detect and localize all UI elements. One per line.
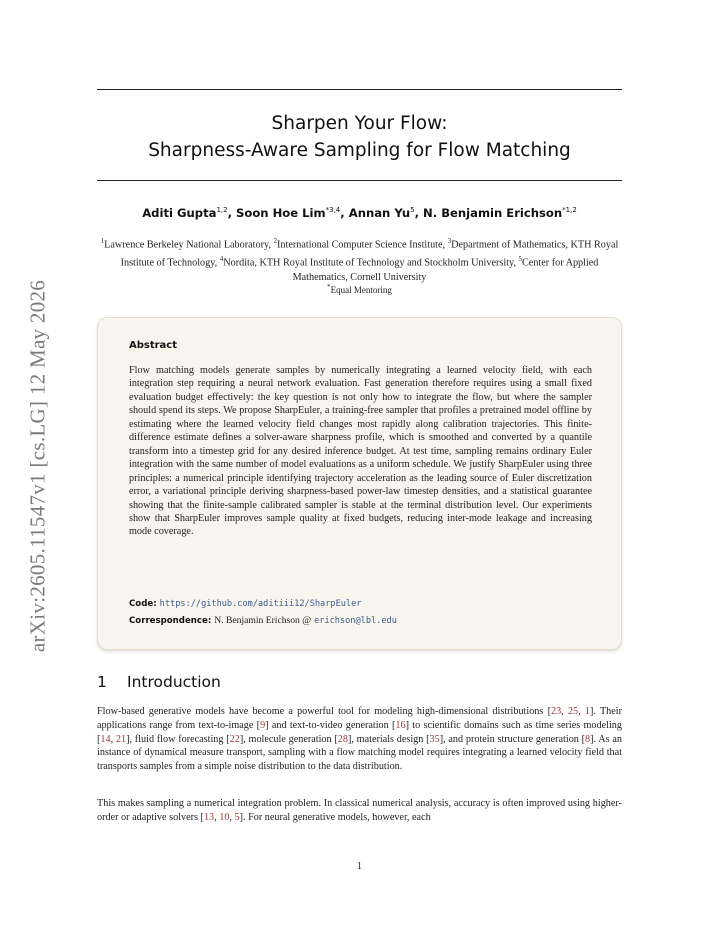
body-text: Flow-based generative models have become a powerful tool for modeling high-dimensional distributions [ [97,706,551,717]
affiliation: Center for Applied Mathematics, Cornell University [292,257,599,283]
body-text: ]. As an instance of dynamical measure transport, sampling with a flow matching model requires integrating a learned velocity field that transports samples from a simple noise distribution to the data distribution. [97,733,622,773]
affil-mark: 2 [273,237,278,245]
author-affil-mark: *3,4 [325,206,341,215]
affiliations [97,234,622,285]
equal-mark: * [327,283,331,291]
affiliation: Lawrence Berkeley National Laboratory, [104,239,274,251]
abstract-box [97,317,622,650]
paragraph-1 [97,705,622,774]
correspondence-line [129,615,397,626]
citation-link[interactable]: 5 [234,811,240,823]
paper-title [97,110,622,164]
body-text: ], and protein structure generation [ [439,733,586,745]
body-text: , [578,706,585,717]
code-link[interactable]: https://github.com/aditiii12/SharpEuler [159,599,362,609]
body-text: ], materials design [ [347,733,430,745]
email-link[interactable]: erichson@lbl.edu [314,616,397,626]
affiliation: Nordita, KTH Royal Institute of Technology and Stockholm University, [223,257,519,269]
author: N. Benjamin Erichson [423,206,563,220]
body-text: ] and text-to-video generation [ [265,719,396,731]
citation-link[interactable]: 28 [337,733,348,745]
abstract-text: Flow matching models generate samples by numerically integrating a learned velocity field, with each integration step requiring a neural network evaluation. Fast generation therefore requires using a small fixed evaluation budget effectively: the key question is not only how to integrate the flow, but where the sampler should spend its steps. We propose SharpEuler, a training-free sampler that profiles a pretrained model offline by estimating where the learned velocity field changes most rapidly along calibration trajectories. This finite-difference estimate defines a solver-aware sharpness profile, which is smoothed and converted by a quantile transform into a timestep grid for any desired inference budget. At test time, sampling remains ordinary Euler integration with the same number of model evaluations as a uniform schedule. We justify SharpEuler using three principles: a numerical principle identifying trajectory acceleration as the leading source of Euler discretization error, a variational principle deriving sharpness-based power-law timestep densities, and a statistical guarantee showing that the finite-sample calibrated sampler is stable at the terminal distribution level. Our experiments show that SharpEuler improves sample quality at fixed budgets, reducing inter-mode leakage and increasing mode coverage. [129,365,592,538]
section-title: Introduction [127,673,221,691]
citation-link[interactable]: 13 [203,811,215,823]
citation-link[interactable]: 10 [219,811,230,823]
body-text: , [561,706,568,717]
title-line-1: Sharpen Your Flow: [271,113,448,134]
affil-mark: 5 [518,255,523,264]
section-number: 1 [97,673,107,691]
author-affil-mark: *1,2 [562,206,577,215]
affil-mark: 4 [219,255,224,264]
author-list: Aditi Gupta$^{1,2}$, Soon Hoe Lim$^{*3,4}$, Annan Yu$^5$, N. Benjamin Erichson$^{*1,2}$ [142,206,577,220]
title-line-2: Sharpness-Aware Sampling for Flow Matching [148,140,571,161]
author: Aditi Gupta [142,206,217,220]
code-line [129,598,361,609]
citation-link[interactable]: 25 [567,706,579,717]
citation-link[interactable]: 21 [115,733,127,745]
paragraph-2 [97,797,622,825]
body-text: This makes sampling a numerical integration problem. In classical numerical analysis, accuracy is often improved using higher-order or adaptive solvers [ [97,798,622,823]
author: Annan Yu [348,206,411,220]
body-text: ], molecule generation [ [239,733,338,745]
correspondence-label: Correspondence: [129,616,212,626]
citation-link[interactable]: 22 [229,733,240,745]
citation-link[interactable]: 14 [100,733,111,745]
citation-link[interactable]: 35 [429,733,440,745]
title-bottom-rule [97,180,622,181]
body-text: , [110,733,116,745]
affiliation: Department of Mathematics, KTH Royal Institute of Technology, [120,239,619,269]
body-text: , [229,811,235,823]
equal-mentoring-text: Equal Mentoring [330,285,392,295]
body-text: ], fluid flow forecasting [ [126,733,230,745]
affiliation: International Computer Science Institute, [277,239,448,251]
author: Soon Hoe Lim [236,206,326,220]
affil-mark: 1 [100,237,105,245]
citation-link[interactable]: 23 [550,706,562,717]
abstract-heading: Abstract [129,340,178,351]
equal-mentoring-note [97,283,622,295]
affil-mark: 3 [447,237,452,245]
author-affil-mark: 1,2 [216,206,228,215]
correspondence-name: N. Benjamin Erichson @ [214,615,312,626]
section-heading [97,673,221,691]
page-number: 1 [357,861,362,872]
author-affil-mark: 5 [410,206,415,215]
body-text: ] to scientific domains such as time series modeling [ [97,719,622,745]
body-text: ]. Their applications range from text-to-image [ [97,706,623,731]
body-text: ]. For neural generative models, however, each [239,811,431,823]
code-label: Code: [129,599,157,609]
citation-link[interactable]: 1 [584,706,590,717]
citation-link[interactable]: 16 [395,719,406,731]
arxiv-identifier: arXiv:2605.11547v1 [cs.LG] 12 May 2026 [25,279,50,653]
citation-link[interactable]: 9 [260,719,266,731]
body-text: , [214,811,220,823]
top-rule [97,89,622,90]
citation-link[interactable]: 8 [585,733,591,745]
